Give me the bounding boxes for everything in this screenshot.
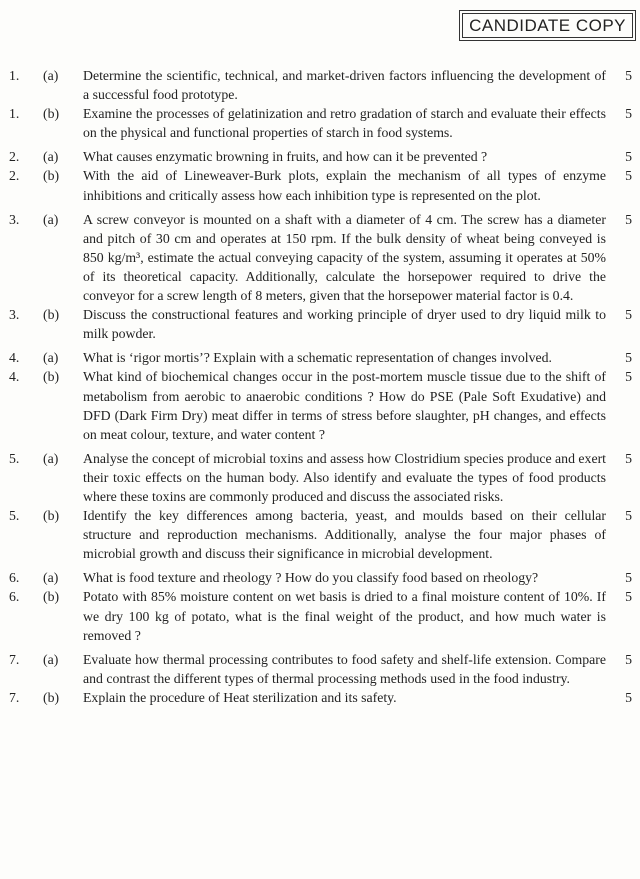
question-2b xyxy=(0,166,640,204)
question-marks: 5 xyxy=(625,307,632,323)
question-marks: 5 xyxy=(625,589,632,605)
question-part: (b) xyxy=(43,369,60,385)
question-part: (a) xyxy=(43,350,59,366)
question-part: (a) xyxy=(43,149,59,165)
question-marks: 5 xyxy=(625,570,632,586)
question-marks: 5 xyxy=(625,450,632,466)
question-marks: 5 xyxy=(625,68,632,83)
question-number: 6. xyxy=(9,589,20,605)
question-7b xyxy=(0,688,640,707)
question-marks: 5 xyxy=(625,168,632,184)
question-text: Examine the processes of gelatinization and retro gradation of starch and evaluate their effects on the physical and functional properties of starch in food systems. xyxy=(83,106,606,141)
question-number: 4. xyxy=(9,369,20,385)
question-marks: 5 xyxy=(625,369,632,385)
question-text: What kind of biochemical changes occur in the post-mortem muscle tissue due to the shift of metabolism from aerobic to anaerobic conditions ? How do PSE (Pale Soft Exudative) and DFD (Dark Firm Dry) meat differ in terms of stress before slaughter, pH changes, and effects on meat colour, texture, and water content ? xyxy=(83,369,606,442)
question-1b xyxy=(0,104,640,142)
question-marks: 5 xyxy=(625,651,632,667)
question-2a xyxy=(0,147,640,166)
question-text: A screw conveyor is mounted on a shaft with a diameter of 4 cm. The screw has a diameter and pitch of 30 cm and operates at 150 rpm. If the bulk density of wheat being conveyed is 850 kg/m³, estimate the actual conveying capacity of the system, assuming it operates at 50% of its theoretical capacity. Additionally, calculate the horsepower required to drive the conveyor for a screw length of 8 meters, given that the horsepower material factor is 0.4. xyxy=(83,211,606,304)
question-part: (b) xyxy=(43,168,60,184)
question-5b xyxy=(0,506,640,563)
question-number: 3. xyxy=(9,307,20,323)
question-text: Identify the key differences among bacteria, yeast, and moulds based on their cellular structure and reproduction mechanisms. Additionally, analyse the four major phases of microbial growth and discuss their significance in microbial development. xyxy=(83,508,606,562)
question-3a xyxy=(0,210,640,305)
question-text: Explain the procedure of Heat sterilization and its safety. xyxy=(83,689,397,705)
question-number: 4. xyxy=(9,350,20,366)
question-text: Evaluate how thermal processing contributes to food safety and shelf-life extension. Compare and contrast the different types of thermal processing methods used in the food industry. xyxy=(83,651,606,686)
question-6b xyxy=(0,587,640,644)
question-part: (b) xyxy=(43,307,60,323)
question-part: (b) xyxy=(43,689,60,705)
candidate-copy-box xyxy=(459,10,636,41)
question-marks: 5 xyxy=(625,211,632,227)
question-number: 1. xyxy=(9,106,20,122)
question-part: (a) xyxy=(43,570,59,586)
question-marks: 5 xyxy=(625,508,632,524)
question-number: 5. xyxy=(9,508,20,524)
question-text: What is ‘rigor mortis’? Explain with a schematic representation of changes involved. xyxy=(83,350,552,366)
question-text: What causes enzymatic browning in fruits, and how can it be prevented ? xyxy=(83,149,488,165)
question-marks: 5 xyxy=(625,689,632,705)
question-4a xyxy=(0,348,640,367)
question-marks: 5 xyxy=(625,149,632,165)
question-1a xyxy=(0,66,640,104)
question-part: (b) xyxy=(43,589,60,605)
question-text: Determine the scientific, technical, and market-driven factors influencing the development of a successful food prototype. xyxy=(83,68,606,103)
question-text: Discuss the constructional features and working principle of dryer used to dry liquid milk to milk powder. xyxy=(83,307,606,342)
question-marks: 5 xyxy=(625,106,632,122)
question-4b xyxy=(0,367,640,443)
question-text: With the aid of Lineweaver-Burk plots, explain the mechanism of all types of enzyme inhibitions and critically assess how each inhibition type is represented on the plot. xyxy=(83,168,606,203)
question-number: 5. xyxy=(9,450,20,466)
question-list xyxy=(0,66,640,707)
question-6a xyxy=(0,568,640,587)
question-3b xyxy=(0,305,640,343)
question-text: Analyse the concept of microbial toxins and assess how Clostridium species produce and exert their toxic effects on the human body. Also identify and evaluate the types of food products where these toxins are commonly produced and discuss the associated risks. xyxy=(83,450,607,504)
question-7a xyxy=(0,650,640,688)
question-number: 2. xyxy=(9,168,20,184)
question-number: 1. xyxy=(9,68,20,83)
candidate-copy-label: CANDIDATE COPY xyxy=(462,13,633,38)
question-part: (a) xyxy=(43,211,59,227)
question-5a xyxy=(0,449,640,506)
question-part: (a) xyxy=(43,651,59,667)
question-number: 6. xyxy=(9,570,20,586)
question-marks: 5 xyxy=(625,350,632,366)
question-part: (a) xyxy=(43,450,59,466)
question-part: (b) xyxy=(43,508,60,524)
question-number: 2. xyxy=(9,149,20,165)
question-number: 3. xyxy=(9,211,20,227)
question-part: (b) xyxy=(43,106,60,122)
question-number: 7. xyxy=(9,689,20,705)
question-text: Potato with 85% moisture content on wet basis is dried to a final moisture content of 10%. If we dry 100 kg of potato, what is the final weight of the product, and how much water is removed ? xyxy=(83,589,606,643)
question-text: What is food texture and rheology ? How do you classify food based on rheology? xyxy=(83,570,539,586)
question-number: 7. xyxy=(9,651,20,667)
question-part: (a) xyxy=(43,68,59,83)
